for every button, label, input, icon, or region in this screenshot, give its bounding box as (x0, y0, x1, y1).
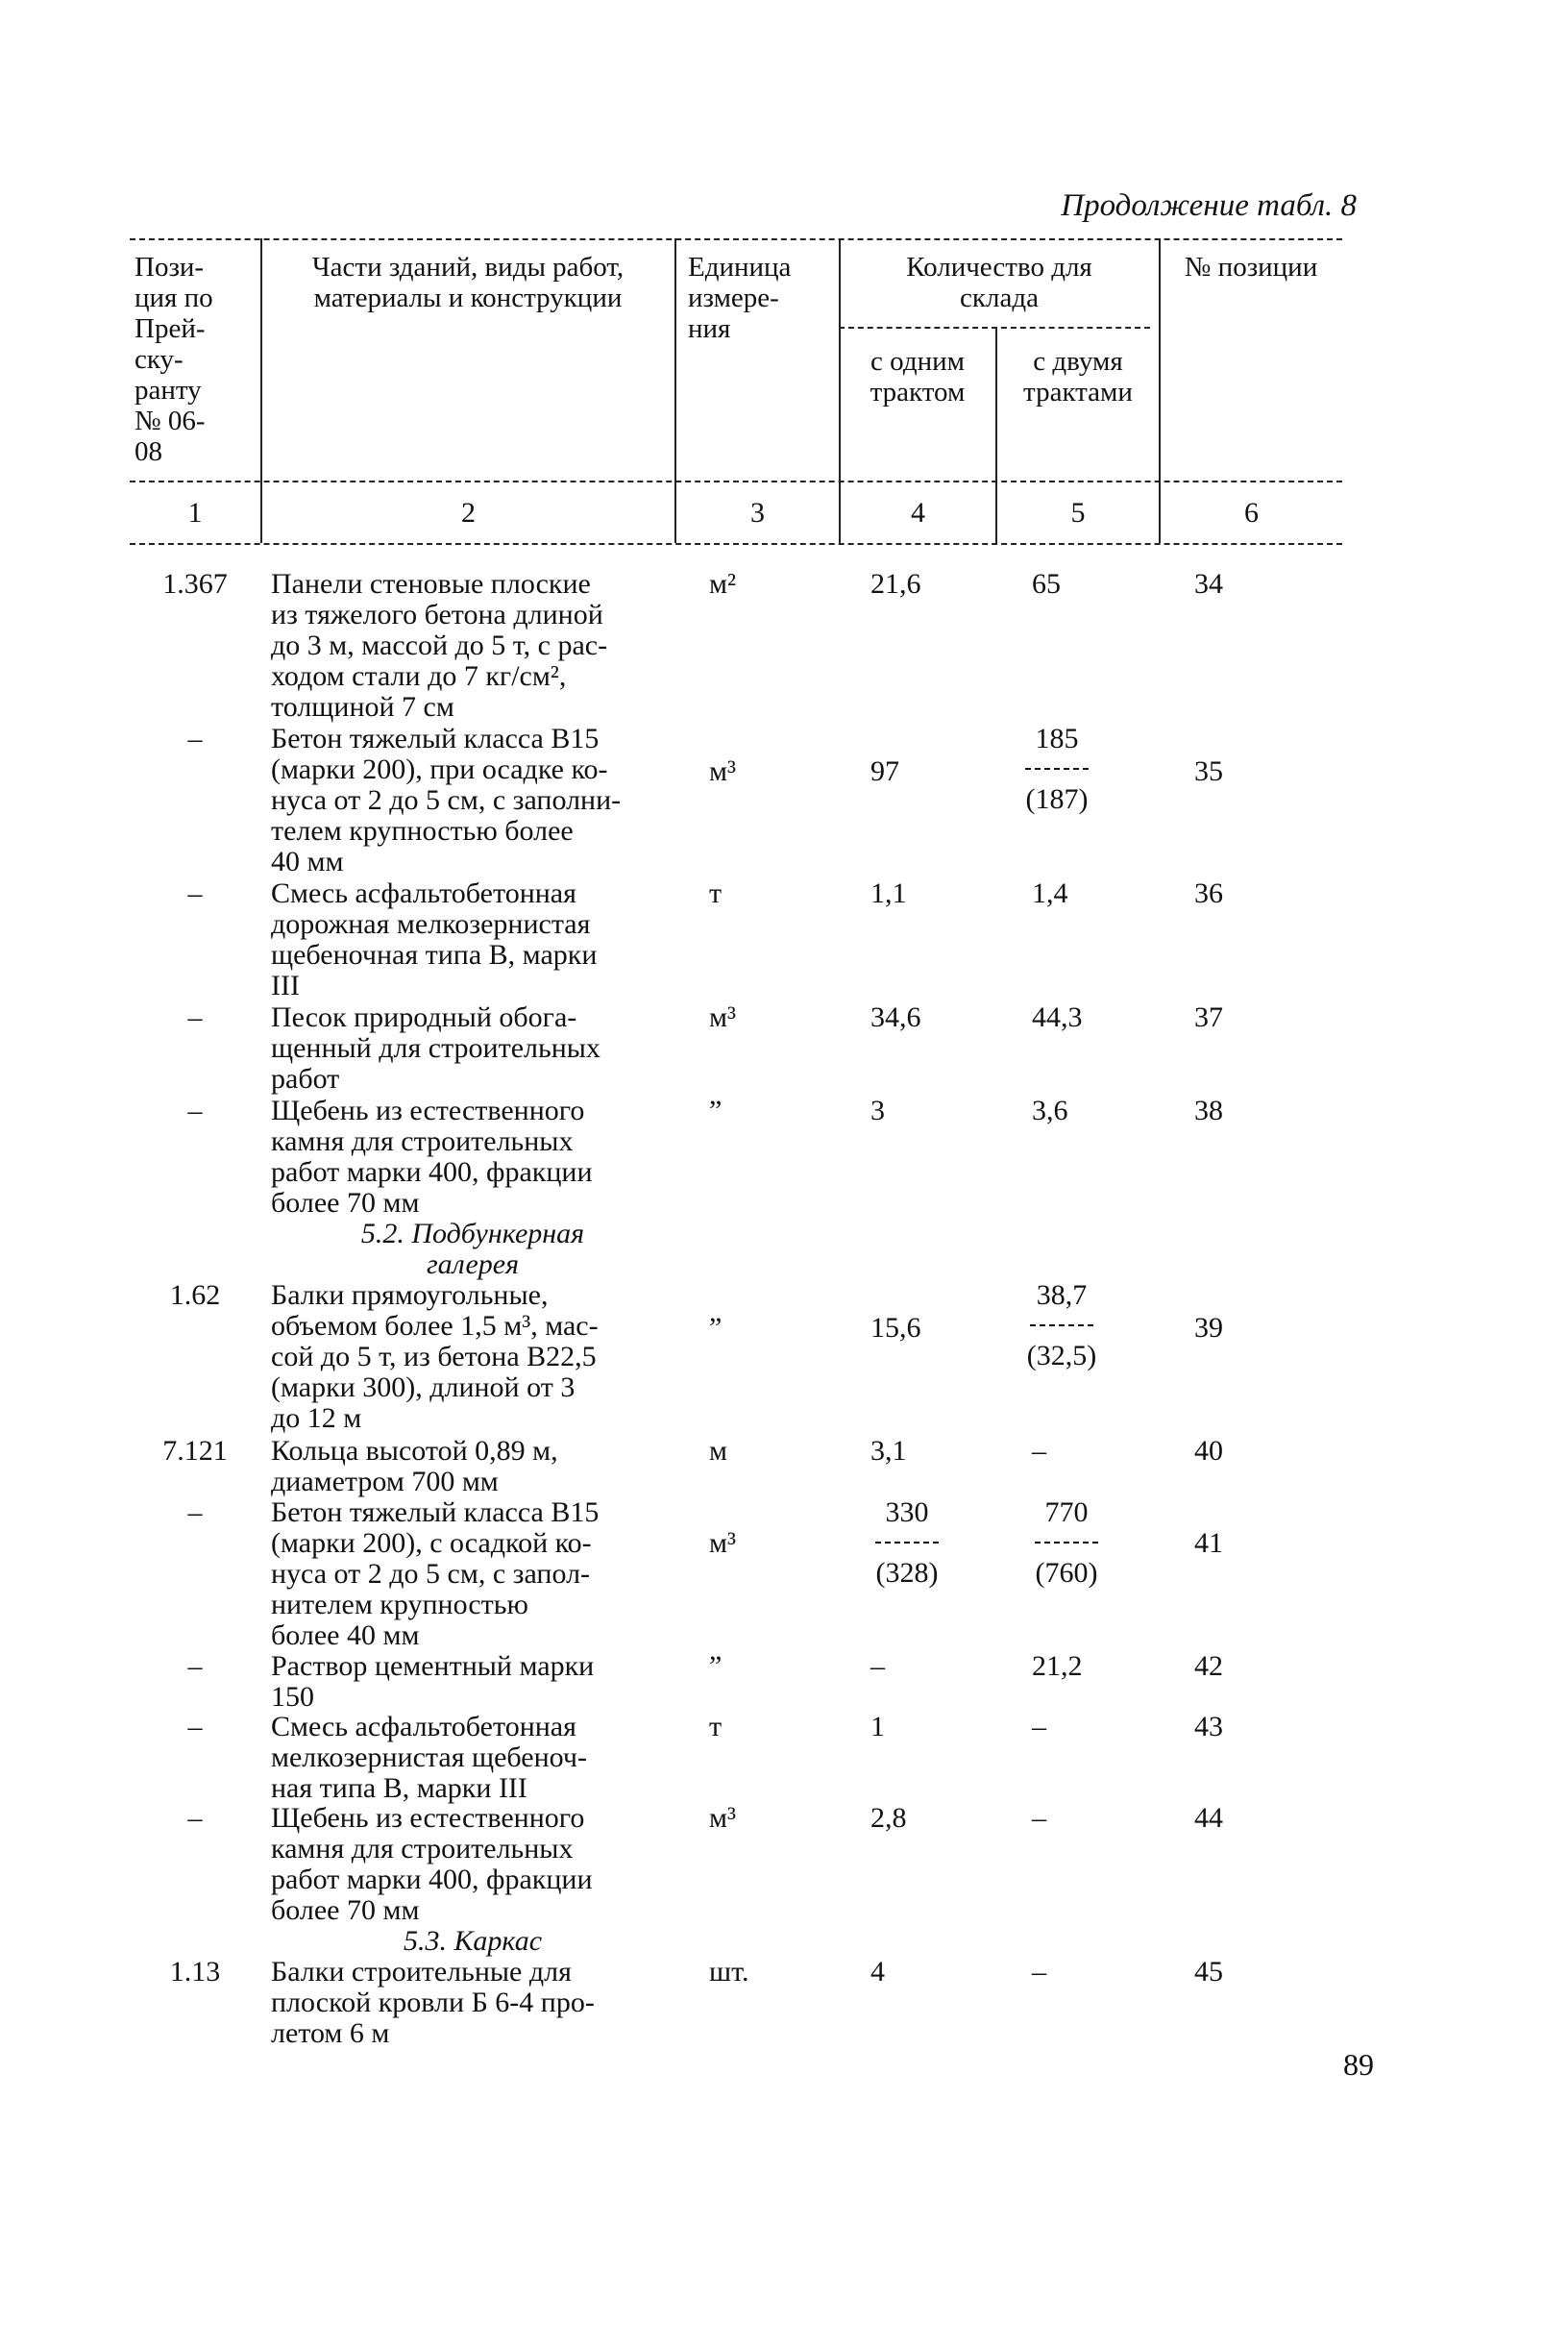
row-number: 36 (1194, 877, 1223, 909)
row-description: Смесь асфальтобетонная дорожная мелкозернистая щебеночная типа В, марки III (271, 877, 598, 1001)
row-qty-one-tract: 4 (870, 1956, 885, 1988)
qty-value-in-parentheses: (187) (1025, 783, 1089, 815)
row-number: 43 (1194, 1711, 1223, 1742)
row-qty-two-tracts: – (1032, 1435, 1046, 1467)
column-number: 4 (911, 497, 925, 529)
row-position: 1.367 (162, 568, 228, 600)
row-unit: м³ (709, 1527, 736, 1559)
row-qty-two-tracts: – (1032, 1802, 1046, 1834)
row-number: 42 (1194, 1650, 1223, 1682)
row-qty-two-tracts: 44,3 (1032, 1001, 1083, 1033)
row-number: 40 (1194, 1435, 1223, 1467)
page-number: 89 (1343, 2047, 1374, 2082)
row-position: 7.121 (162, 1435, 228, 1467)
fraction-bar (875, 1542, 939, 1543)
row-number: 41 (1194, 1527, 1223, 1559)
qty-value: 38,7 (1036, 1279, 1088, 1311)
qty-value-in-parentheses: (32,5) (1026, 1340, 1097, 1371)
row-qty-two-tracts (999, 1280, 1124, 1371)
header-two-tracts: с двумя трактами (1023, 346, 1133, 407)
row-description: Песок природный обога- щенный для строительных работ (271, 1001, 600, 1095)
qty-value: 770 (1044, 1496, 1089, 1528)
row-qty-one-tract: 15,6 (870, 1312, 921, 1344)
row-number: 45 (1194, 1956, 1223, 1988)
header-position-number: № позиции (1184, 252, 1318, 283)
row-qty-two-tracts: 65 (1032, 568, 1061, 600)
row-position: – (187, 1650, 203, 1682)
header-unit: Единица измере- ния (688, 252, 792, 344)
row-description: Кольца высотой 0,89 м, диаметром 700 мм (271, 1435, 558, 1497)
row-qty-two-tracts: – (1032, 1711, 1046, 1742)
subheader-rule (839, 327, 1150, 329)
row-qty-two-tracts: – (1032, 1956, 1046, 1988)
row-qty-two-tracts: 1,4 (1032, 877, 1068, 909)
row-position: – (187, 1095, 203, 1126)
row-qty-one-tract: 3,1 (870, 1435, 907, 1467)
header-position: Пози- ция по Прей- ску- ранту № 06- 08 (135, 252, 213, 467)
row-number: 35 (1194, 755, 1223, 787)
row-qty-two-tracts: 21,2 (1032, 1650, 1083, 1682)
row-unit: м³ (709, 1001, 736, 1033)
row-unit: м² (709, 568, 736, 600)
row-unit: шт. (709, 1956, 749, 1988)
qty-value-in-parentheses: (328) (875, 1557, 939, 1589)
row-unit: ” (709, 1312, 723, 1344)
row-number: 37 (1194, 1001, 1223, 1033)
column-number: 2 (461, 497, 476, 529)
row-number: 44 (1194, 1802, 1223, 1834)
section-heading: 5.2. Подбункерная галерея (360, 1218, 585, 1280)
numbers-bottom-rule (130, 543, 1342, 545)
row-qty-one-tract: 2,8 (870, 1802, 907, 1834)
row-number: 38 (1194, 1095, 1223, 1126)
row-qty-two-tracts (999, 724, 1115, 815)
row-unit: ” (709, 1095, 723, 1126)
row-unit: м (709, 1435, 727, 1467)
fraction-bar (1030, 1324, 1093, 1326)
row-description: Бетон тяжелый класса В15 (марки 200), с осадкой ко- нуса от 2 до 5 см, с запол- нителем крупностью более 40 мм (271, 1496, 600, 1651)
row-description: Бетон тяжелый класса В15 (марки 200), при осадке ко- нуса от 2 до 5 см, с заполни- телем крупностью более 40 мм (271, 723, 622, 877)
row-position: – (187, 1711, 203, 1742)
table-caption: Продолжение табл. 8 (1061, 188, 1357, 223)
header-parts: Части зданий, виды работ, материалы и конструкции (311, 252, 625, 313)
column-number: 3 (750, 497, 765, 529)
row-position: 1.13 (169, 1956, 221, 1988)
row-unit: м³ (709, 1802, 736, 1834)
row-position: 1.62 (169, 1279, 221, 1311)
row-qty-one-tract: 3 (870, 1095, 885, 1126)
row-unit: ” (709, 1650, 723, 1682)
column-number: 1 (187, 497, 203, 529)
qty-value: 185 (1035, 723, 1079, 754)
row-qty-one-tract: 97 (870, 755, 899, 787)
row-description: Щебень из естественного камня для строительных работ марки 400, фракции более 70 мм (271, 1802, 593, 1926)
fraction-bar (1035, 1542, 1098, 1543)
row-number: 39 (1194, 1312, 1223, 1344)
row-position: – (187, 877, 203, 909)
row-unit: т (709, 1711, 723, 1742)
row-description: Панели стеновые плоские из тяжелого бетона длиной до 3 м, массой до 5 т, с рас- ходом стали до 7 кг/см², толщиной 7 см (271, 568, 608, 723)
row-description: Балки прямоугольные, объемом более 1,5 м³, мас- сой до 5 т, из бетона В22,5 (марки 300), длиной от 3 до 12 м (271, 1279, 599, 1434)
row-qty-two-tracts: 3,6 (1032, 1095, 1068, 1126)
row-qty-one-tract: 34,6 (870, 1001, 921, 1033)
header-one-tract: с одним трактом (870, 346, 966, 407)
row-description: Раствор цементный марки 150 (271, 1650, 595, 1713)
row-qty-one-tract: 1,1 (870, 877, 907, 909)
row-unit: т (709, 877, 723, 909)
row-position: – (187, 1802, 203, 1834)
row-qty-one-tract: – (870, 1650, 885, 1682)
row-position: – (187, 723, 203, 754)
column-number: 6 (1244, 497, 1259, 529)
section-heading: 5.3. Каркас (403, 1925, 543, 1957)
column-number: 5 (1070, 497, 1086, 529)
fraction-bar (1025, 768, 1089, 770)
qty-value: 330 (885, 1496, 929, 1528)
header-quantity: Количество для склада (906, 252, 1092, 313)
row-qty-one-tract: 1 (870, 1711, 885, 1742)
row-position: – (187, 1001, 203, 1033)
row-description: Балки строительные для плоской кровли Б 6-4 про- летом 6 м (271, 1956, 595, 2049)
row-qty-one-tract (849, 1497, 965, 1589)
row-description: Щебень из естественного камня для строительных работ марки 400, фракции более 70 мм (271, 1095, 593, 1219)
row-description: Смесь асфальтобетонная мелкозернистая щебеноч- ная типа В, марки III (271, 1711, 587, 1804)
row-unit: м³ (709, 755, 736, 787)
row-qty-two-tracts (1009, 1497, 1124, 1589)
row-number: 34 (1194, 568, 1223, 600)
row-position: – (187, 1496, 203, 1528)
row-qty-one-tract: 21,6 (870, 568, 921, 600)
qty-value-in-parentheses: (760) (1035, 1557, 1098, 1589)
